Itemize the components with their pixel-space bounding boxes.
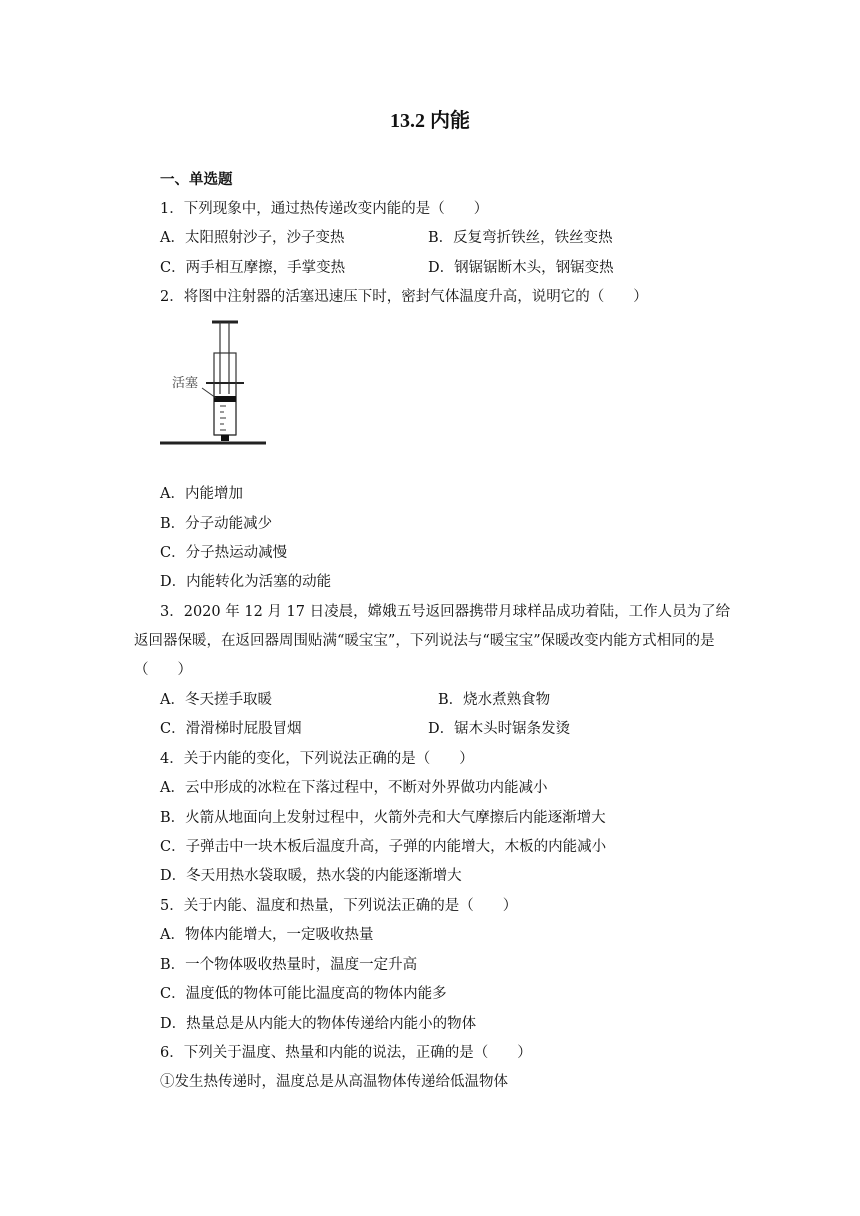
q3-stem-line2: 返回器保暖，在返回器周围贴满“暖宝宝”，下列说法与“暖宝宝”保暖改变内能方式相同的是 bbox=[134, 633, 715, 649]
q5-option-a: A．物体内能增大，一定吸收热量 bbox=[160, 927, 374, 943]
q1-option-d: D．钢锯锯断木头，钢锯变热 bbox=[428, 260, 614, 276]
q1-option-a: A．太阳照射沙子，沙子变热 bbox=[160, 230, 345, 246]
q4-option-b: B．火箭从地面向上发射过程中，火箭外壳和大气摩擦后内能逐渐增大 bbox=[160, 810, 606, 826]
piston-label: 活塞 bbox=[172, 376, 199, 391]
q3-option-d: D．锯木头时锯条发烫 bbox=[428, 721, 571, 737]
section-heading: 一、单选题 bbox=[160, 171, 233, 188]
q2-option-d: D．内能转化为活塞的动能 bbox=[160, 574, 332, 590]
q3-stem-line3: （ ） bbox=[134, 662, 192, 678]
q3-option-b: B．烧水煮熟食物 bbox=[438, 692, 551, 708]
q6-stem: 6．下列关于温度、热量和内能的说法，正确的是（ ） bbox=[160, 1045, 532, 1061]
q3-stem-line1: 3．2020 年 12 月 17 日凌晨，嫦娥五号返回器携带月球样品成功着陆，工作人员为了给 bbox=[160, 604, 731, 620]
q5-stem: 5．关于内能、温度和热量，下列说法正确的是（ ） bbox=[160, 898, 518, 914]
q2-option-c: C．分子热运动减慢 bbox=[160, 545, 288, 561]
q4-option-a: A．云中形成的冰粒在下落过程中，不断对外界做功内能减小 bbox=[160, 780, 548, 796]
q1-stem: 1．下列现象中，通过热传递改变内能的是（ ） bbox=[160, 201, 489, 217]
q5-option-c: C．温度低的物体可能比温度高的物体内能多 bbox=[160, 986, 447, 1002]
q1-option-b: B．反复弯折铁丝，铁丝变热 bbox=[428, 230, 613, 246]
q3-option-c: C．滑滑梯时屁股冒烟 bbox=[160, 721, 302, 737]
q6-item-1: ①发生热传递时，温度总是从高温物体传递给低温物体 bbox=[160, 1074, 508, 1090]
q4-option-d: D．冬天用热水袋取暖，热水袋的内能逐渐增大 bbox=[160, 868, 462, 884]
q2-stem: 2．将图中注射器的活塞迅速压下时，密封气体温度升高，说明它的（ ） bbox=[160, 289, 648, 305]
q4-option-c: C．子弹击中一块木板后温度升高，子弹的内能增大，木板的内能减小 bbox=[160, 839, 607, 855]
q5-option-d: D．热量总是从内能大的物体传递给内能小的物体 bbox=[160, 1016, 477, 1032]
q2-option-a: A．内能增加 bbox=[160, 486, 243, 502]
q3-option-a: A．冬天搓手取暖 bbox=[160, 692, 272, 708]
q5-option-b: B．一个物体吸收热量时，温度一定升高 bbox=[160, 957, 418, 973]
q2-option-b: B．分子动能减少 bbox=[160, 516, 273, 532]
q1-option-c: C．两手相互摩擦，手掌变热 bbox=[160, 260, 346, 276]
syringe-figure bbox=[158, 316, 268, 446]
page-title: 13.2 内能 bbox=[390, 110, 470, 132]
q4-stem: 4．关于内能的变化，下列说法正确的是（ ） bbox=[160, 751, 474, 767]
